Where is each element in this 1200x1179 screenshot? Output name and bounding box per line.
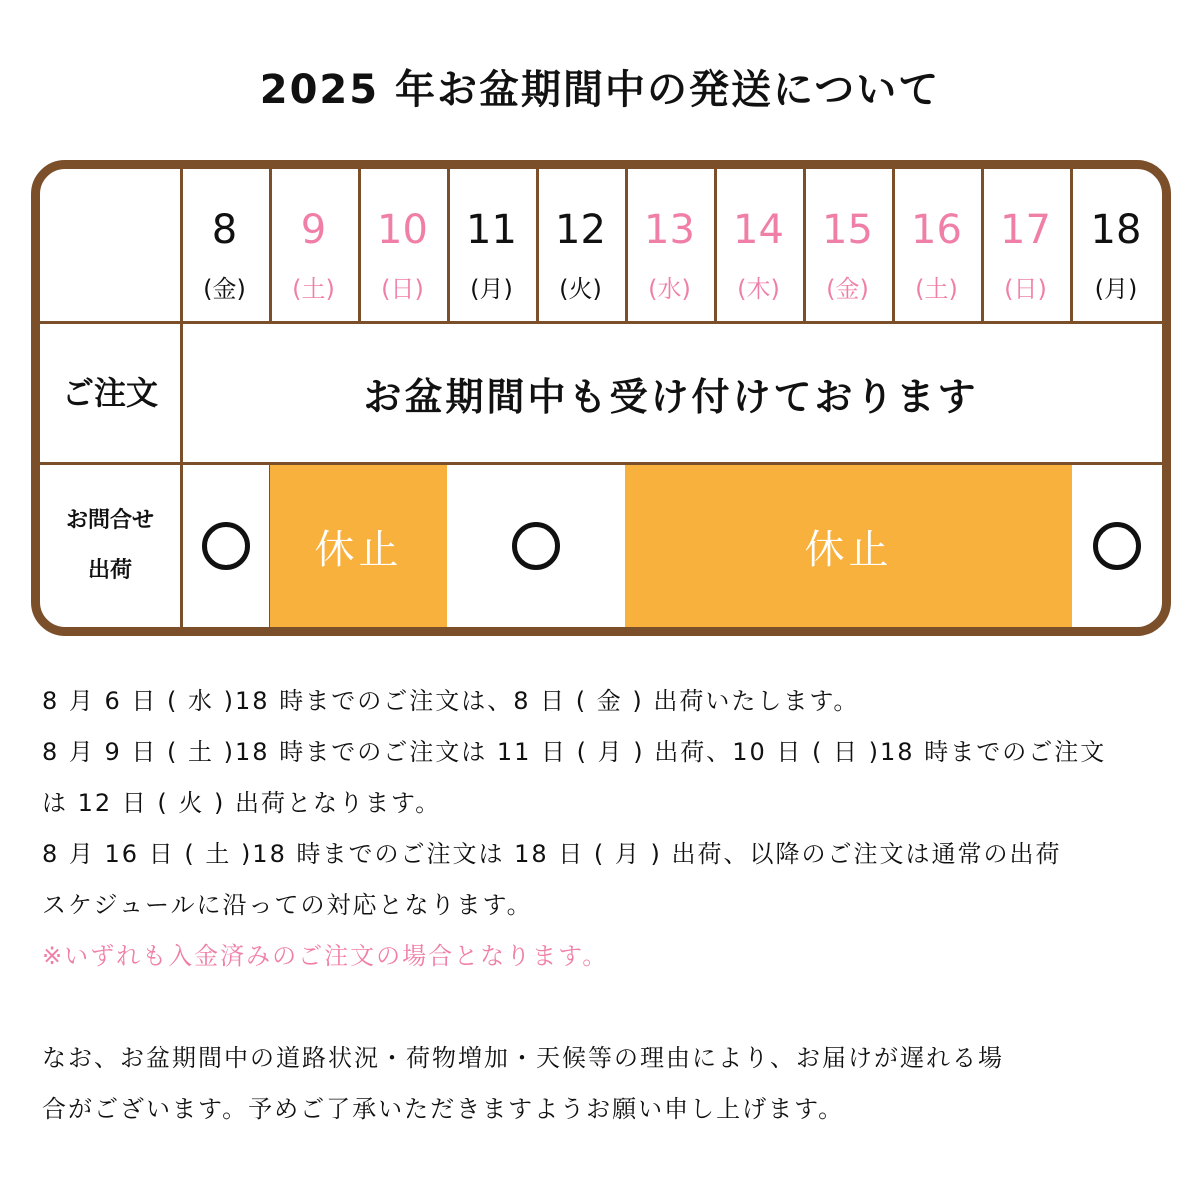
day-number: 16 xyxy=(911,207,962,253)
day-header-8 xyxy=(180,169,272,321)
day-number: 18 xyxy=(1090,207,1142,253)
note-line: は 12 日 ( 火 ) 出荷となります。 xyxy=(42,789,442,817)
day-of-week: (木) xyxy=(737,275,780,303)
day-of-week: (日) xyxy=(381,275,424,303)
shipping-open-cell xyxy=(183,465,269,627)
shipping-row-label xyxy=(40,465,180,627)
day-number: 14 xyxy=(733,207,784,253)
day-of-week: (土) xyxy=(292,275,335,303)
day-number: 9 xyxy=(300,207,327,253)
order-row-label: ご注文 xyxy=(61,374,158,412)
day-header-11 xyxy=(447,169,539,321)
day-of-week: (月) xyxy=(470,275,513,303)
day-of-week: (土) xyxy=(915,275,958,303)
note-line: 8 月 9 日 ( 土 )18 時までのご注文は 11 日 ( 月 ) 出荷、10 日 ( 日 )18 時までのご注文 xyxy=(42,738,1107,766)
day-header-18 xyxy=(1070,169,1162,321)
shipping-label-line2: 出荷 xyxy=(87,558,132,583)
day-header-14 xyxy=(714,169,806,321)
shipping-open-cell xyxy=(447,465,625,627)
day-number: 15 xyxy=(822,207,873,253)
note-line: スケジュールに沿っての対応となります。 xyxy=(42,891,533,919)
open-circle-icon xyxy=(1093,522,1141,570)
day-number: 10 xyxy=(377,207,428,253)
day-of-week: (金) xyxy=(826,275,869,303)
day-header-9 xyxy=(269,169,361,321)
note-line: 8 月 6 日 ( 水 )18 時までのご注文は、8 日 ( 金 ) 出荷いたします。 xyxy=(42,687,860,715)
order-row-text: お盆期間中も受け付けております xyxy=(363,374,979,419)
day-of-week: (日) xyxy=(1004,275,1047,303)
day-of-week: (月) xyxy=(1094,275,1138,303)
day-header-12 xyxy=(536,169,628,321)
page-title: 2025 年お盆期間中の発送について xyxy=(259,67,941,113)
day-of-week: (火) xyxy=(559,275,602,303)
day-number: 8 xyxy=(211,207,238,253)
day-number: 11 xyxy=(466,207,517,253)
schedule-table xyxy=(31,160,1171,636)
header-corner-cell xyxy=(40,169,183,321)
shipping-closed-cell: 休止 xyxy=(270,465,447,627)
open-circle-icon xyxy=(512,522,560,570)
spacer xyxy=(42,982,1162,1033)
day-number: 17 xyxy=(1000,207,1051,253)
day-header-10 xyxy=(358,169,450,321)
day-of-week: (金) xyxy=(203,275,246,303)
day-header-13 xyxy=(625,169,717,321)
footer-line: 合がございます。予めご了承いただきますようお願い申し上げます。 xyxy=(42,1095,845,1123)
open-circle-icon xyxy=(202,522,250,570)
payment-notice: ※いずれも入金済みのご注文の場合となります。 xyxy=(42,942,609,970)
footer-line: なお、お盆期間中の道路状況・荷物増加・天候等の理由により、お届けが遅れる場 xyxy=(42,1044,1004,1072)
shipping-open-cell xyxy=(1072,465,1162,627)
day-number: 12 xyxy=(555,207,606,253)
day-number: 13 xyxy=(644,207,695,253)
shipping-label-line1: お問合せ xyxy=(65,508,154,533)
shipping-closed-cell: 休止 xyxy=(625,465,1072,627)
day-header-17 xyxy=(981,169,1073,321)
day-header-15 xyxy=(803,169,895,321)
notes-section xyxy=(42,676,1162,1135)
day-of-week: (水) xyxy=(648,275,691,303)
day-header-16 xyxy=(892,169,984,321)
note-line: 8 月 16 日 ( 土 )18 時までのご注文は 18 日 ( 月 ) 出荷、以降のご注文は通常の出荷 xyxy=(42,840,1062,868)
